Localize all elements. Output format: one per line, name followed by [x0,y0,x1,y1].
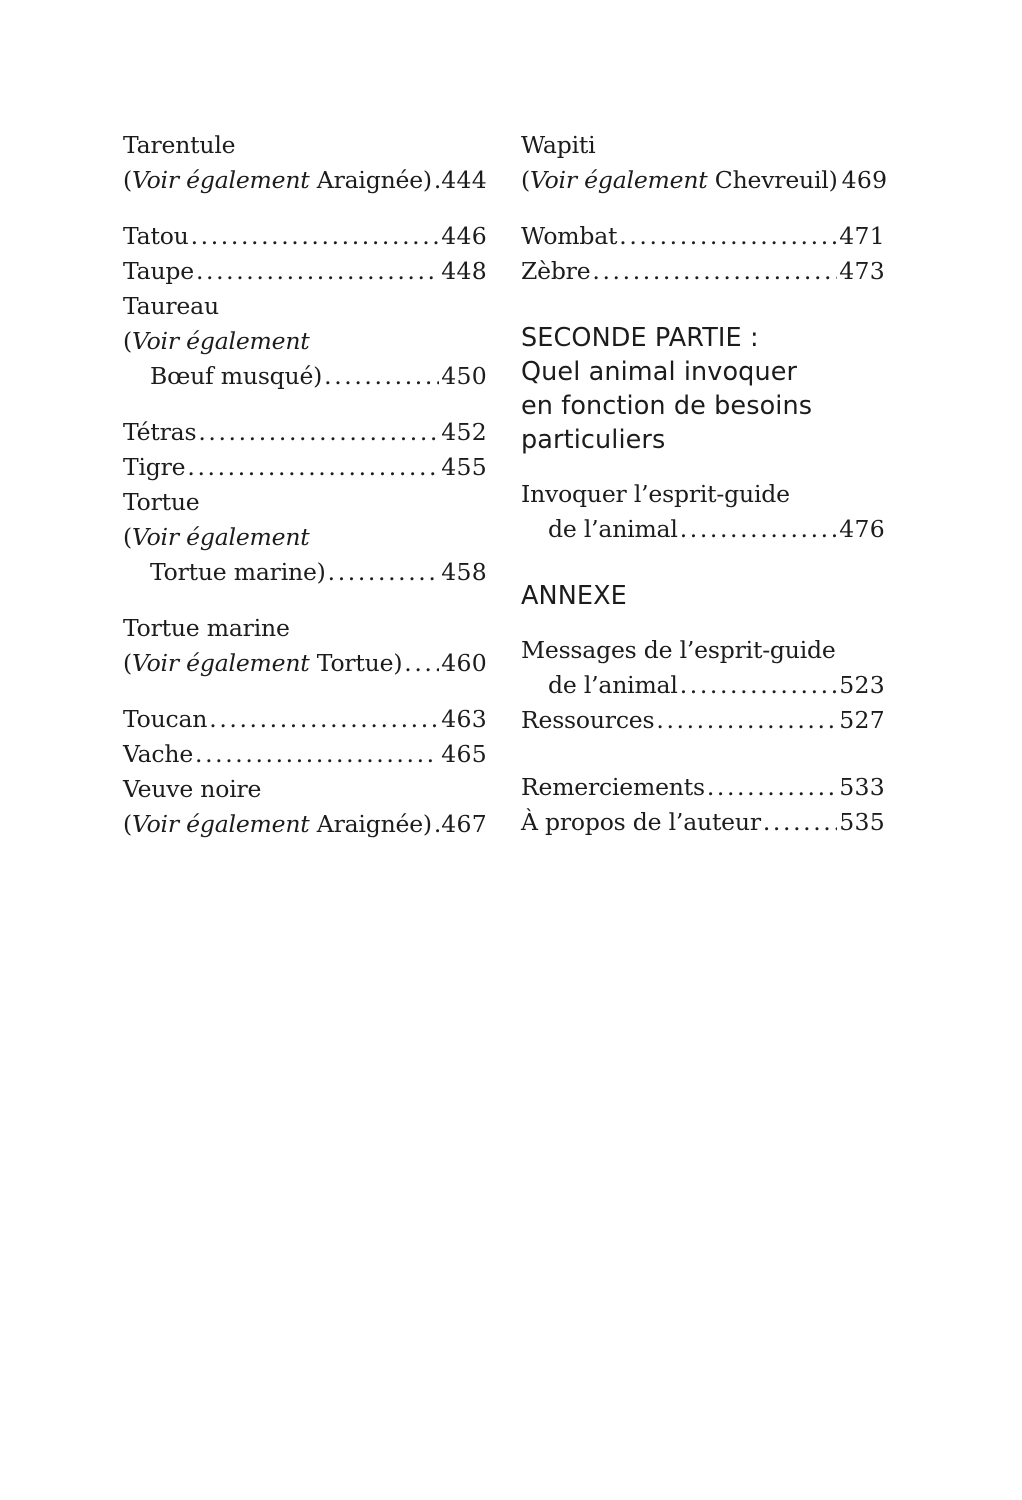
page-number: 533 [839,773,885,801]
toc-entry-wapiti-see-also[interactable] [521,163,888,198]
see-also-ref: (Voir également Araignée) [123,166,432,194]
toc-entry-taureau-see-also-target[interactable]: Bœuf musqué) ..... 450 [123,359,487,394]
toc-entry-toucan[interactable]: Toucan ..... 463 [123,702,487,737]
leader-dots [763,805,837,840]
page-number: 473 [839,257,885,285]
toc-entry-vache[interactable]: Vache ..... 465 [123,737,487,772]
leader-dots [434,163,439,198]
leader-dots [198,415,439,450]
leader-dots [196,254,439,289]
leader-dots [195,737,439,772]
page-number: 469 [841,166,888,194]
section-heading-seconde-partie: SECONDE PARTIE : Quel animal invoquer en fonction de besoins particuliers [521,323,813,455]
page-number: 523 [839,671,885,699]
page-number: 467 [441,810,487,838]
toc-entry-tatou[interactable]: Tatou ..... 446 [123,219,487,254]
toc-entry-taureau-title: Taureau [123,292,219,320]
toc-entry-veuve-noire-see-also[interactable] [123,807,487,842]
toc-entry-taupe[interactable]: Taupe ..... 448 [123,254,487,289]
page-number: 465 [441,740,487,768]
section-heading-annexe: ANNEXE [521,581,627,611]
toc-entry-tarentule-see-also[interactable] [123,163,487,198]
page-number: 460 [441,649,487,677]
toc-entry-messages-line2[interactable]: de l’animal ..... 523 [521,668,885,703]
leader-dots [187,450,439,485]
page-number: 444 [441,166,487,194]
leader-dots [592,254,837,289]
toc-entry-tortue-see-also-target[interactable]: Tortue marine) ..... 458 [123,555,487,590]
page-number: 455 [441,453,487,481]
toc-entry-a-propos[interactable]: À propos de l’auteur ..... 535 [521,805,885,840]
toc-entry-tortue-marine-see-also[interactable] [123,646,487,681]
toc-entry-tortue-title: Tortue [123,488,200,516]
leader-dots [404,646,439,681]
see-also-ref: (Voir également [123,523,310,551]
page-number: 452 [441,418,487,446]
see-also-ref: (Voir également [123,327,310,355]
toc-entry-veuve-noire-title: Veuve noire [123,775,262,803]
page-number: 458 [441,558,487,586]
toc-entry-invoquer-line2[interactable]: de l’animal ..... 476 [521,512,885,547]
toc-left-column [123,128,487,842]
toc-entry-tarentule-title: Tarentule [123,131,236,159]
toc-right-column [521,128,888,840]
toc-entry-zebre[interactable]: Zèbre ..... 473 [521,254,885,289]
see-also-ref: (Voir également Tortue) [123,649,403,677]
page-number: 527 [839,706,885,734]
page-number: 450 [441,362,487,390]
page-number: 535 [839,808,885,836]
leader-dots [680,512,838,547]
page-number: 446 [441,222,487,250]
toc-entry-taureau-see-also-label [123,324,487,359]
leader-dots [191,219,440,254]
toc-entry-tetras[interactable]: Tétras ..... 452 [123,415,487,450]
toc-entry-ressources[interactable]: Ressources ..... 527 [521,703,885,738]
toc-entry-tigre[interactable]: Tigre ..... 455 [123,450,487,485]
toc-entry-remerciements[interactable]: Remerciements ..... 533 [521,770,885,805]
toc-entry-tortue-see-also-label [123,520,487,555]
page-number: 471 [839,222,885,250]
toc-entry-tortue-marine-title: Tortue marine [123,614,290,642]
toc-entry-messages-line1: Messages de l’esprit-guide [521,636,836,664]
toc-entry-wapiti-title: Wapiti [521,131,596,159]
leader-dots [656,703,837,738]
leader-dots [209,702,439,737]
leader-dots [680,668,838,703]
page-number: 476 [839,515,885,543]
leader-dots [707,770,837,805]
page-number: 448 [441,257,487,285]
leader-dots [324,359,439,394]
toc-entry-invoquer-line1: Invoquer l’esprit-guide [521,480,790,508]
see-also-ref: (Voir également Chevreuil) [521,166,838,194]
toc-entry-wombat[interactable]: Wombat ..... 471 [521,219,885,254]
page-number: 463 [441,705,487,733]
leader-dots [619,219,837,254]
see-also-ref: (Voir également Araignée) [123,810,432,838]
leader-dots [328,555,440,590]
leader-dots [434,807,439,842]
